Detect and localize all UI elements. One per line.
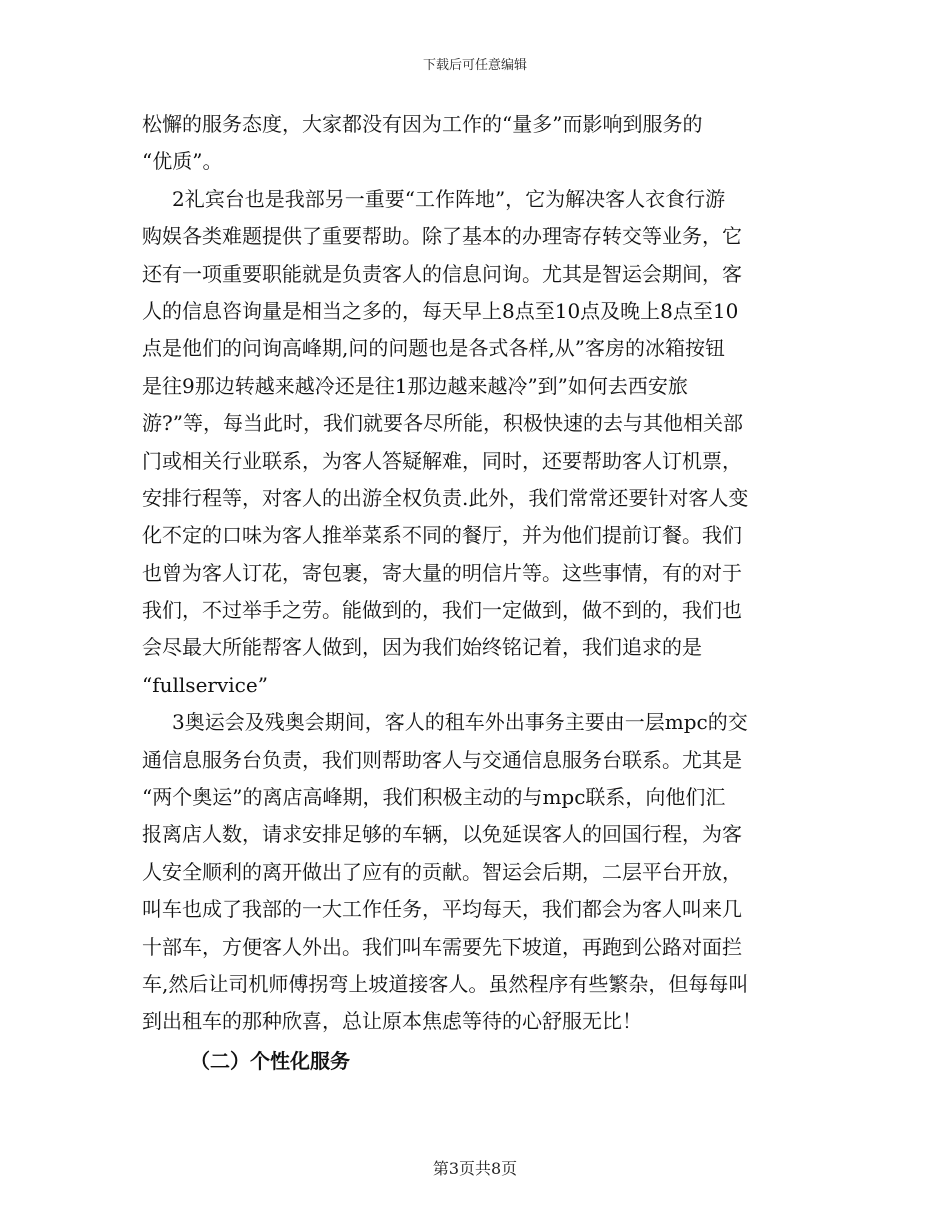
text-line: 十部车，方便客人外出。我们叫车需要先下坡道，再跑到公路对面拦 — [142, 934, 742, 959]
page-number: 第3页共8页 — [432, 1159, 518, 1178]
text-line: 安排行程等，对客人的出游全权负责.此外，我们常常还要针对客人变 — [142, 485, 749, 510]
text-line: 会尽最大所能帮客人做到，因为我们始终铭记着，我们追求的是 — [142, 635, 702, 660]
text-line: 也曾为客人订花，寄包裹，寄大量的明信片等。这些事情，有的对于 — [142, 560, 742, 585]
text-line: 叫车也成了我部的一大工作任务，平均每天，我们都会为客人叫来几 — [142, 897, 742, 922]
text-line: 车,然后让司机师傅拐弯上坡道接客人。虽然程序有些繁杂，但每每叫 — [142, 971, 749, 996]
text-line: 购娱各类难题提供了重要帮助。除了基本的办理寄存转交等业务，它 — [142, 224, 742, 249]
text-line: 是往9那边转越来越冷还是往1那边越来越冷”到”如何去西安旅 — [142, 373, 688, 398]
text-line: 到出租车的那种欣喜，总让原本焦虑等待的心舒服无比！ — [142, 1009, 642, 1034]
text-line: 通信息服务台负责，我们则帮助客人与交通信息服务台联系。尤其是 — [142, 747, 742, 772]
paragraph-start-line: 3奥运会及残奥会期间，客人的租车外出事务主要由一层mpc的交 — [172, 710, 748, 735]
text-line: 点是他们的问询高峰期,问的问题也是各式各样,从”客房的冰箱按钮 — [142, 336, 725, 361]
text-line: 门或相关行业联系，为客人答疑解难，同时，还要帮助客人订机票， — [142, 448, 742, 473]
text-line: 人安全顺利的离开做出了应有的贡献。智运会后期，二层平台开放， — [142, 859, 742, 884]
text-line: 还有一项重要职能就是负责客人的信息问询。尤其是智运会期间，客 — [142, 261, 742, 286]
section-subheading: （二）个性化服务 — [190, 1048, 350, 1073]
text-line: 松懈的服务态度，大家都没有因为工作的“量多”而影响到服务的 — [142, 112, 703, 136]
text-line: 报离店人数，请求安排足够的车辆，以免延误客人的回国行程，为客 — [142, 822, 742, 847]
text-line: 人的信息咨询量是相当之多的，每天早上8点至10点及晚上8点至10 — [142, 298, 739, 323]
text-line: “优质”。 — [142, 149, 223, 174]
text-line: “两个奥运”的离店高峰期，我们积极主动的与mpc联系，向他们汇 — [142, 785, 726, 810]
text-line: 我们，不过举手之劳。能做到的，我们一定做到，做不到的，我们也 — [142, 598, 742, 623]
text-line: 游?”等，每当此时，我们就要各尽所能，积极快速的去与其他相关部 — [142, 411, 743, 436]
paragraph-start-line: 2礼宾台也是我部另一重要“工作阵地”，它为解决客人衣食行游 — [172, 186, 726, 211]
page-header-note: 下载后可任意编辑 — [422, 58, 527, 73]
text-line: “fullservice” — [142, 672, 268, 697]
text-line: 化不定的口味为客人推举菜系不同的餐厅，并为他们提前订餐。我们 — [142, 523, 742, 548]
body-text — [142, 106, 814, 1080]
